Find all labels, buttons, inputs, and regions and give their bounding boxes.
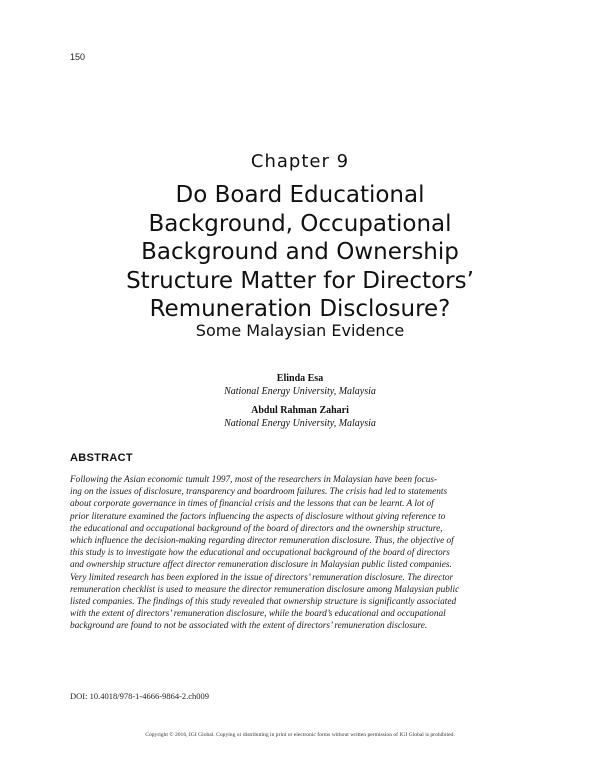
abstract-line: Very limited research has been explored in the issue of directors’ remuneration disclosure. The director	[70, 572, 454, 583]
abstract-line: which influence the decision-making regarding director remuneration disclosure. Thus, the objective of	[70, 536, 454, 547]
author-name: Elinda Esa	[276, 373, 324, 384]
abstract-line: background are found to not be associated with the extent of directors’ remuneration disclosure.	[70, 621, 428, 632]
abstract-line: ing on the issues of disclosure, transparency and boardroom failures. The crisis had led to statements	[70, 487, 448, 498]
chapter-title-line: Background and Ownership	[141, 239, 459, 265]
author-1	[0, 372, 600, 398]
author-affiliation: National Energy University, Malaysia	[224, 418, 376, 429]
abstract-line: and ownership structure affect director remuneration disclosure in Malaysian public listed companies.	[70, 560, 452, 571]
author-affiliation: National Energy University, Malaysia	[224, 386, 376, 397]
abstract-body	[70, 474, 530, 633]
copyright-notice: Copyright © 2016, IGI Global. Copying or distributing in print or electronic forms without written permission of IGI Global is prohibited.	[145, 732, 455, 738]
abstract-line: prior literature examined the factors influencing the aspects of disclosure without giving reference to	[70, 511, 446, 522]
abstract-line: this study is to investigate how the educational and occupational background of the board of directors	[70, 548, 450, 559]
chapter-title-line: Remuneration Disclosure?	[149, 296, 451, 322]
author-2	[0, 404, 600, 430]
abstract-heading: ABSTRACT	[70, 452, 133, 464]
abstract-line: remuneration checklist is used to measure the director remuneration disclosure among Malaysian public	[70, 584, 460, 595]
chapter-title-line: Structure Matter for Directors’	[126, 267, 474, 294]
chapter-label: Chapter 9	[250, 151, 350, 172]
abstract-line: with the extent of directors’ remuneration disclosure, while the board’s educational and occupational	[70, 609, 446, 620]
abstract-line: the educational and occupational background of the board of directors and the ownership structure,	[70, 523, 443, 534]
chapter-subtitle: Some Malaysian Evidence	[195, 321, 405, 340]
chapter-title-line: Do Board Educational	[175, 182, 425, 208]
abstract-line: about corporate governance in times of financial crisis and the lessons that can be learnt. A lot of	[70, 499, 434, 510]
chapter-title	[50, 181, 550, 324]
doi: DOI: 10.4018/978-1-4666-9864-2.ch009	[70, 691, 210, 701]
author-name: Abdul Rahman Zahari	[251, 405, 349, 416]
abstract-line: listed companies. The findings of this study revealed that ownership structure is significantly associated	[70, 597, 457, 608]
page-number: 150	[70, 52, 86, 62]
chapter-title-line: Background, Occupational	[148, 210, 452, 237]
abstract-line: Following the Asian economic tumult 1997, most of the researchers in Malaysian have been focus-	[70, 475, 438, 485]
